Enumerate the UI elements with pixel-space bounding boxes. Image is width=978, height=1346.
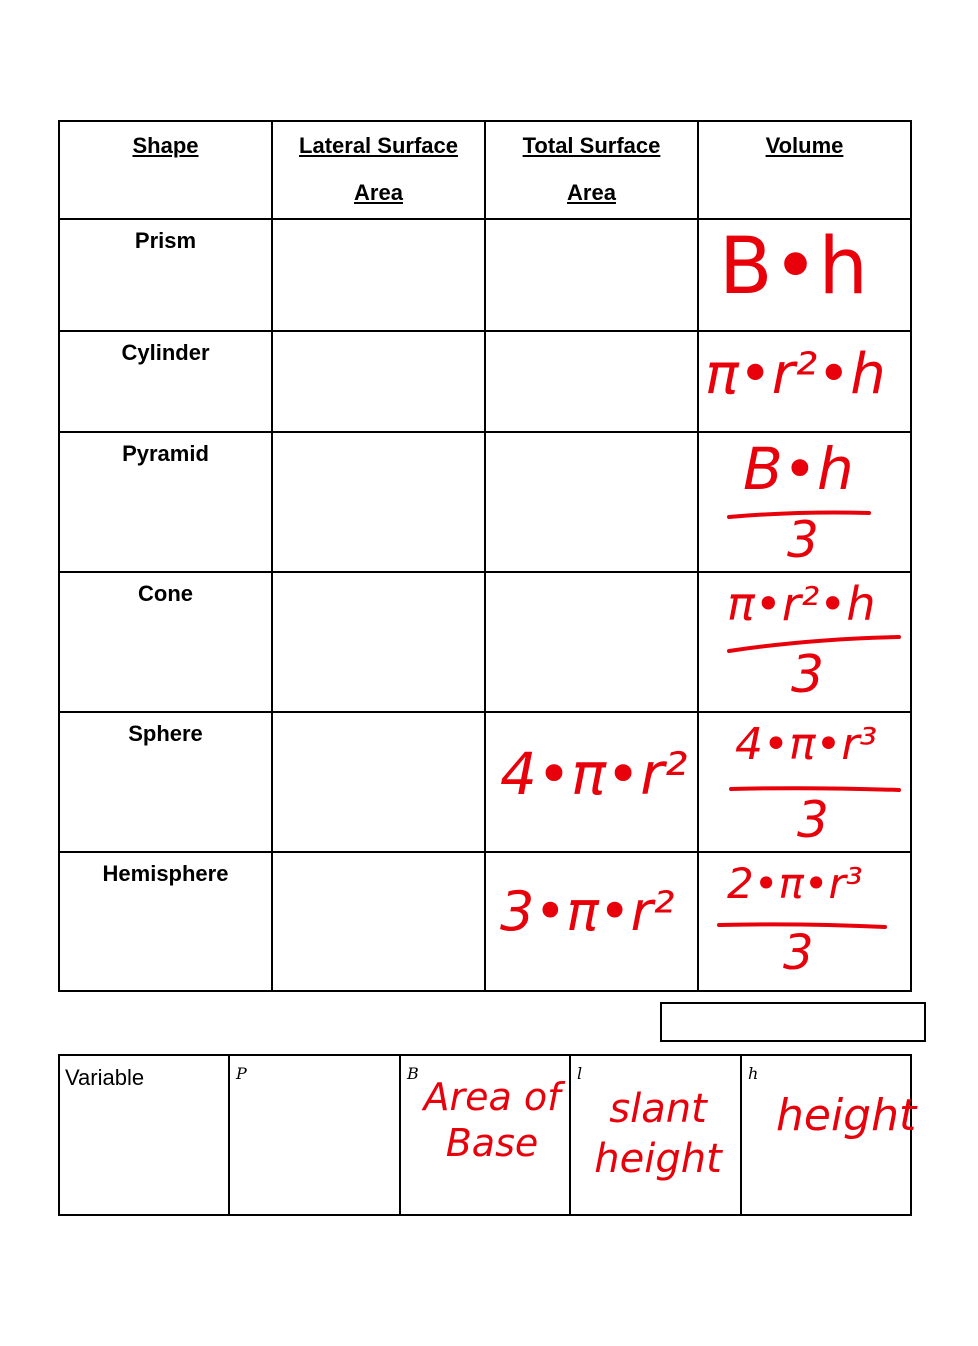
lateral-area-cell xyxy=(272,572,485,712)
lateral-area-cell xyxy=(272,331,485,432)
formula-table xyxy=(58,120,912,992)
table-row xyxy=(59,712,911,852)
variable-meaning: height xyxy=(776,1090,917,1141)
header-lateral-line1: Lateral Surface xyxy=(299,133,458,158)
variable-cell-h xyxy=(741,1055,917,1215)
total-area-cell xyxy=(485,572,698,712)
hemisphere-total-area-formula: 3•π•r² xyxy=(500,880,675,943)
shape-name: Pyramid xyxy=(122,441,209,466)
shape-cell xyxy=(59,219,272,331)
sphere-volume-denominator: 3 xyxy=(797,791,829,849)
volume-cell xyxy=(698,712,911,852)
shape-name: Prism xyxy=(134,228,197,253)
variable-symbol: P xyxy=(236,1064,247,1083)
total-area-cell xyxy=(485,219,698,331)
shape-name: Cone xyxy=(138,581,193,606)
variable-cell-l xyxy=(570,1055,741,1215)
hemisphere-volume-denominator: 3 xyxy=(783,925,814,981)
table-row xyxy=(59,432,911,572)
header-total xyxy=(485,121,698,219)
header-shape-label: Shape xyxy=(132,133,199,158)
variable-cell-p xyxy=(229,1055,400,1215)
header-total-line2: Area xyxy=(567,180,616,205)
shape-cell xyxy=(59,712,272,852)
table-row xyxy=(59,852,911,991)
cylinder-volume-formula: π•r²•h xyxy=(705,342,886,407)
table-row xyxy=(59,572,911,712)
volume-cell xyxy=(698,852,911,991)
shape-cell xyxy=(59,331,272,432)
shape-cell xyxy=(59,572,272,712)
lateral-area-cell xyxy=(272,852,485,991)
variable-symbol: B xyxy=(407,1064,419,1083)
shape-name: Sphere xyxy=(128,721,203,746)
volume-cell xyxy=(698,432,911,572)
variable-table xyxy=(58,1054,917,1216)
volume-cell xyxy=(698,331,911,432)
pyramid-volume-numerator: B•h xyxy=(743,435,854,503)
header-volume-label: Volume xyxy=(765,133,844,158)
shape-name: Hemisphere xyxy=(102,861,229,886)
shape-cell xyxy=(59,852,272,991)
hemisphere-volume-numerator: 2•π•r³ xyxy=(727,859,863,908)
header-total-line1: Total Surface xyxy=(522,133,661,158)
sphere-total-area-formula: 4•π•r² xyxy=(500,740,688,808)
total-area-cell xyxy=(485,331,698,432)
variable-symbol: h xyxy=(748,1064,759,1083)
variable-meaning: slant height xyxy=(594,1086,722,1182)
volume-cell xyxy=(698,572,911,712)
sphere-volume-numerator: 4•π•r³ xyxy=(735,719,878,770)
prism-volume-formula: B•h xyxy=(719,222,868,312)
shape-cell xyxy=(59,432,272,572)
variable-meaning: Area of Base xyxy=(423,1075,561,1165)
volume-cell xyxy=(698,219,911,331)
variable-label: Variable xyxy=(65,1065,145,1090)
blank-answer-box xyxy=(660,1002,926,1042)
header-row xyxy=(59,121,911,219)
header-lateral xyxy=(272,121,485,219)
header-shape xyxy=(59,121,272,219)
variable-row xyxy=(59,1055,911,1215)
variable-cell-b xyxy=(400,1055,570,1215)
total-area-cell xyxy=(485,432,698,572)
cone-volume-numerator: π•r²•h xyxy=(727,577,876,631)
lateral-area-cell xyxy=(272,712,485,852)
lateral-area-cell xyxy=(272,219,485,331)
shape-name: Cylinder xyxy=(121,340,210,365)
table-row xyxy=(59,331,911,432)
variable-label-cell xyxy=(59,1055,229,1215)
variable-symbol: l xyxy=(577,1064,583,1083)
cone-volume-denominator: 3 xyxy=(791,645,825,705)
lateral-area-cell xyxy=(272,432,485,572)
pyramid-volume-denominator: 3 xyxy=(787,511,819,569)
header-lateral-line2: Area xyxy=(354,180,403,205)
header-volume xyxy=(698,121,911,219)
table-row xyxy=(59,219,911,331)
